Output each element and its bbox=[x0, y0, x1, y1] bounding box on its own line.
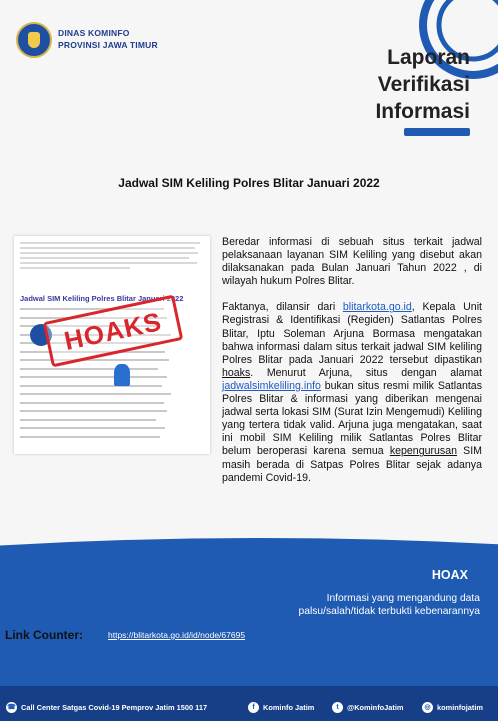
verdict-label: HOAX bbox=[431, 568, 468, 582]
instagram-icon: ◎ bbox=[422, 702, 433, 713]
footer-callcenter bbox=[6, 702, 207, 713]
evidence-text-lines bbox=[20, 242, 204, 272]
link-counter-label: Link Counter: bbox=[5, 628, 83, 642]
text-span: . Menurut Arjuna, situs dengan alamat bbox=[250, 366, 482, 379]
report-title bbox=[375, 44, 470, 125]
hoaks-word: hoaks bbox=[222, 366, 251, 379]
report-title-line1: Laporan bbox=[387, 46, 470, 69]
evidence-heading: Jadwal SIM Keliling Polres Blitar Januari 2022 bbox=[20, 294, 184, 303]
footer-facebook[interactable] bbox=[248, 702, 314, 713]
facebook-icon: f bbox=[248, 702, 259, 713]
title-underline-bar bbox=[404, 128, 470, 136]
footer-twitter[interactable] bbox=[332, 702, 403, 713]
org-name-line2: PROVINSI JAWA TIMUR bbox=[58, 40, 158, 50]
article-body bbox=[222, 236, 482, 498]
article-paragraph-1: Beredar informasi di sebuah situs terkait jadwal pelaksanaan layanan SIM Keliling yang disebut akan dilaksanakan pada Bulan Januari Tahun 2022 , di wilayah hukum Polres Blitar. bbox=[222, 236, 482, 288]
facebook-text: Kominfo Jatim bbox=[263, 703, 315, 712]
report-title-line3: Informasi bbox=[375, 100, 470, 123]
source-link-blitarkota[interactable]: blitarkota.go.id bbox=[342, 301, 412, 314]
article-paragraph-2 bbox=[222, 301, 482, 484]
kominfo-logo bbox=[16, 22, 52, 58]
hoax-site-link[interactable]: jadwalsimkeliling.info bbox=[222, 379, 321, 392]
report-title-line2: Verifikasi bbox=[377, 73, 470, 96]
verdict-description: Informasi yang mengandung data palsu/salah/tidak terbukti kebenarannya bbox=[298, 593, 480, 617]
twitter-icon: t bbox=[332, 702, 343, 713]
phone-icon: ☎ bbox=[7, 704, 16, 711]
link-counter-url[interactable]: https://blitarkota.go.id/id/node/67695 bbox=[108, 630, 246, 640]
callcenter-text: Call Center Satgas Covid-19 Pemprov Jatim 1500 117 bbox=[21, 703, 208, 712]
kepengurusan-word: kepengurusan bbox=[389, 445, 457, 458]
twitter-text: @KominfoJatim bbox=[347, 703, 404, 712]
org-name-line1: DINAS KOMINFO bbox=[58, 28, 130, 38]
police-badge-icon bbox=[114, 364, 130, 386]
footer-instagram[interactable] bbox=[422, 702, 483, 713]
text-span: SIM masih berada di Satpas Polres Blitar sejak adanya pandemi Covid-19. bbox=[222, 445, 482, 484]
text-span: bukan situs resmi milik Satlantas Polres Blitar & informasi yang diberikan mengenai jadwal serta lokasi SIM (Surat Izin Mengemudi) Keliling yang tertera tidak valid. Arjuna juga mengatakan, saat ini mobil SIM Keliling milik Satlantas Polres Blitar belum beroperasi karena semua bbox=[222, 379, 482, 458]
report-subtitle: Jadwal SIM Keliling Polres Blitar Januari 2022 bbox=[118, 176, 380, 190]
instagram-text: kominfojatim bbox=[437, 703, 483, 712]
hoaks-stamp: HOAKS bbox=[43, 295, 184, 368]
text-span: , Kepala Unit Registrasi & Identifikasi (Regiden) Satlantas Polres Blitar, Iptu Soleman Arjuna Bormasa mengatakan bahwa informasi dalam situs terkait jadwal SIM keliling Polres Blitar pada Januari 2022 tersebut dipastikan bbox=[222, 301, 482, 366]
text-span: Faktanya, dilansir dari bbox=[222, 301, 343, 314]
evidence-screenshot bbox=[14, 236, 210, 454]
